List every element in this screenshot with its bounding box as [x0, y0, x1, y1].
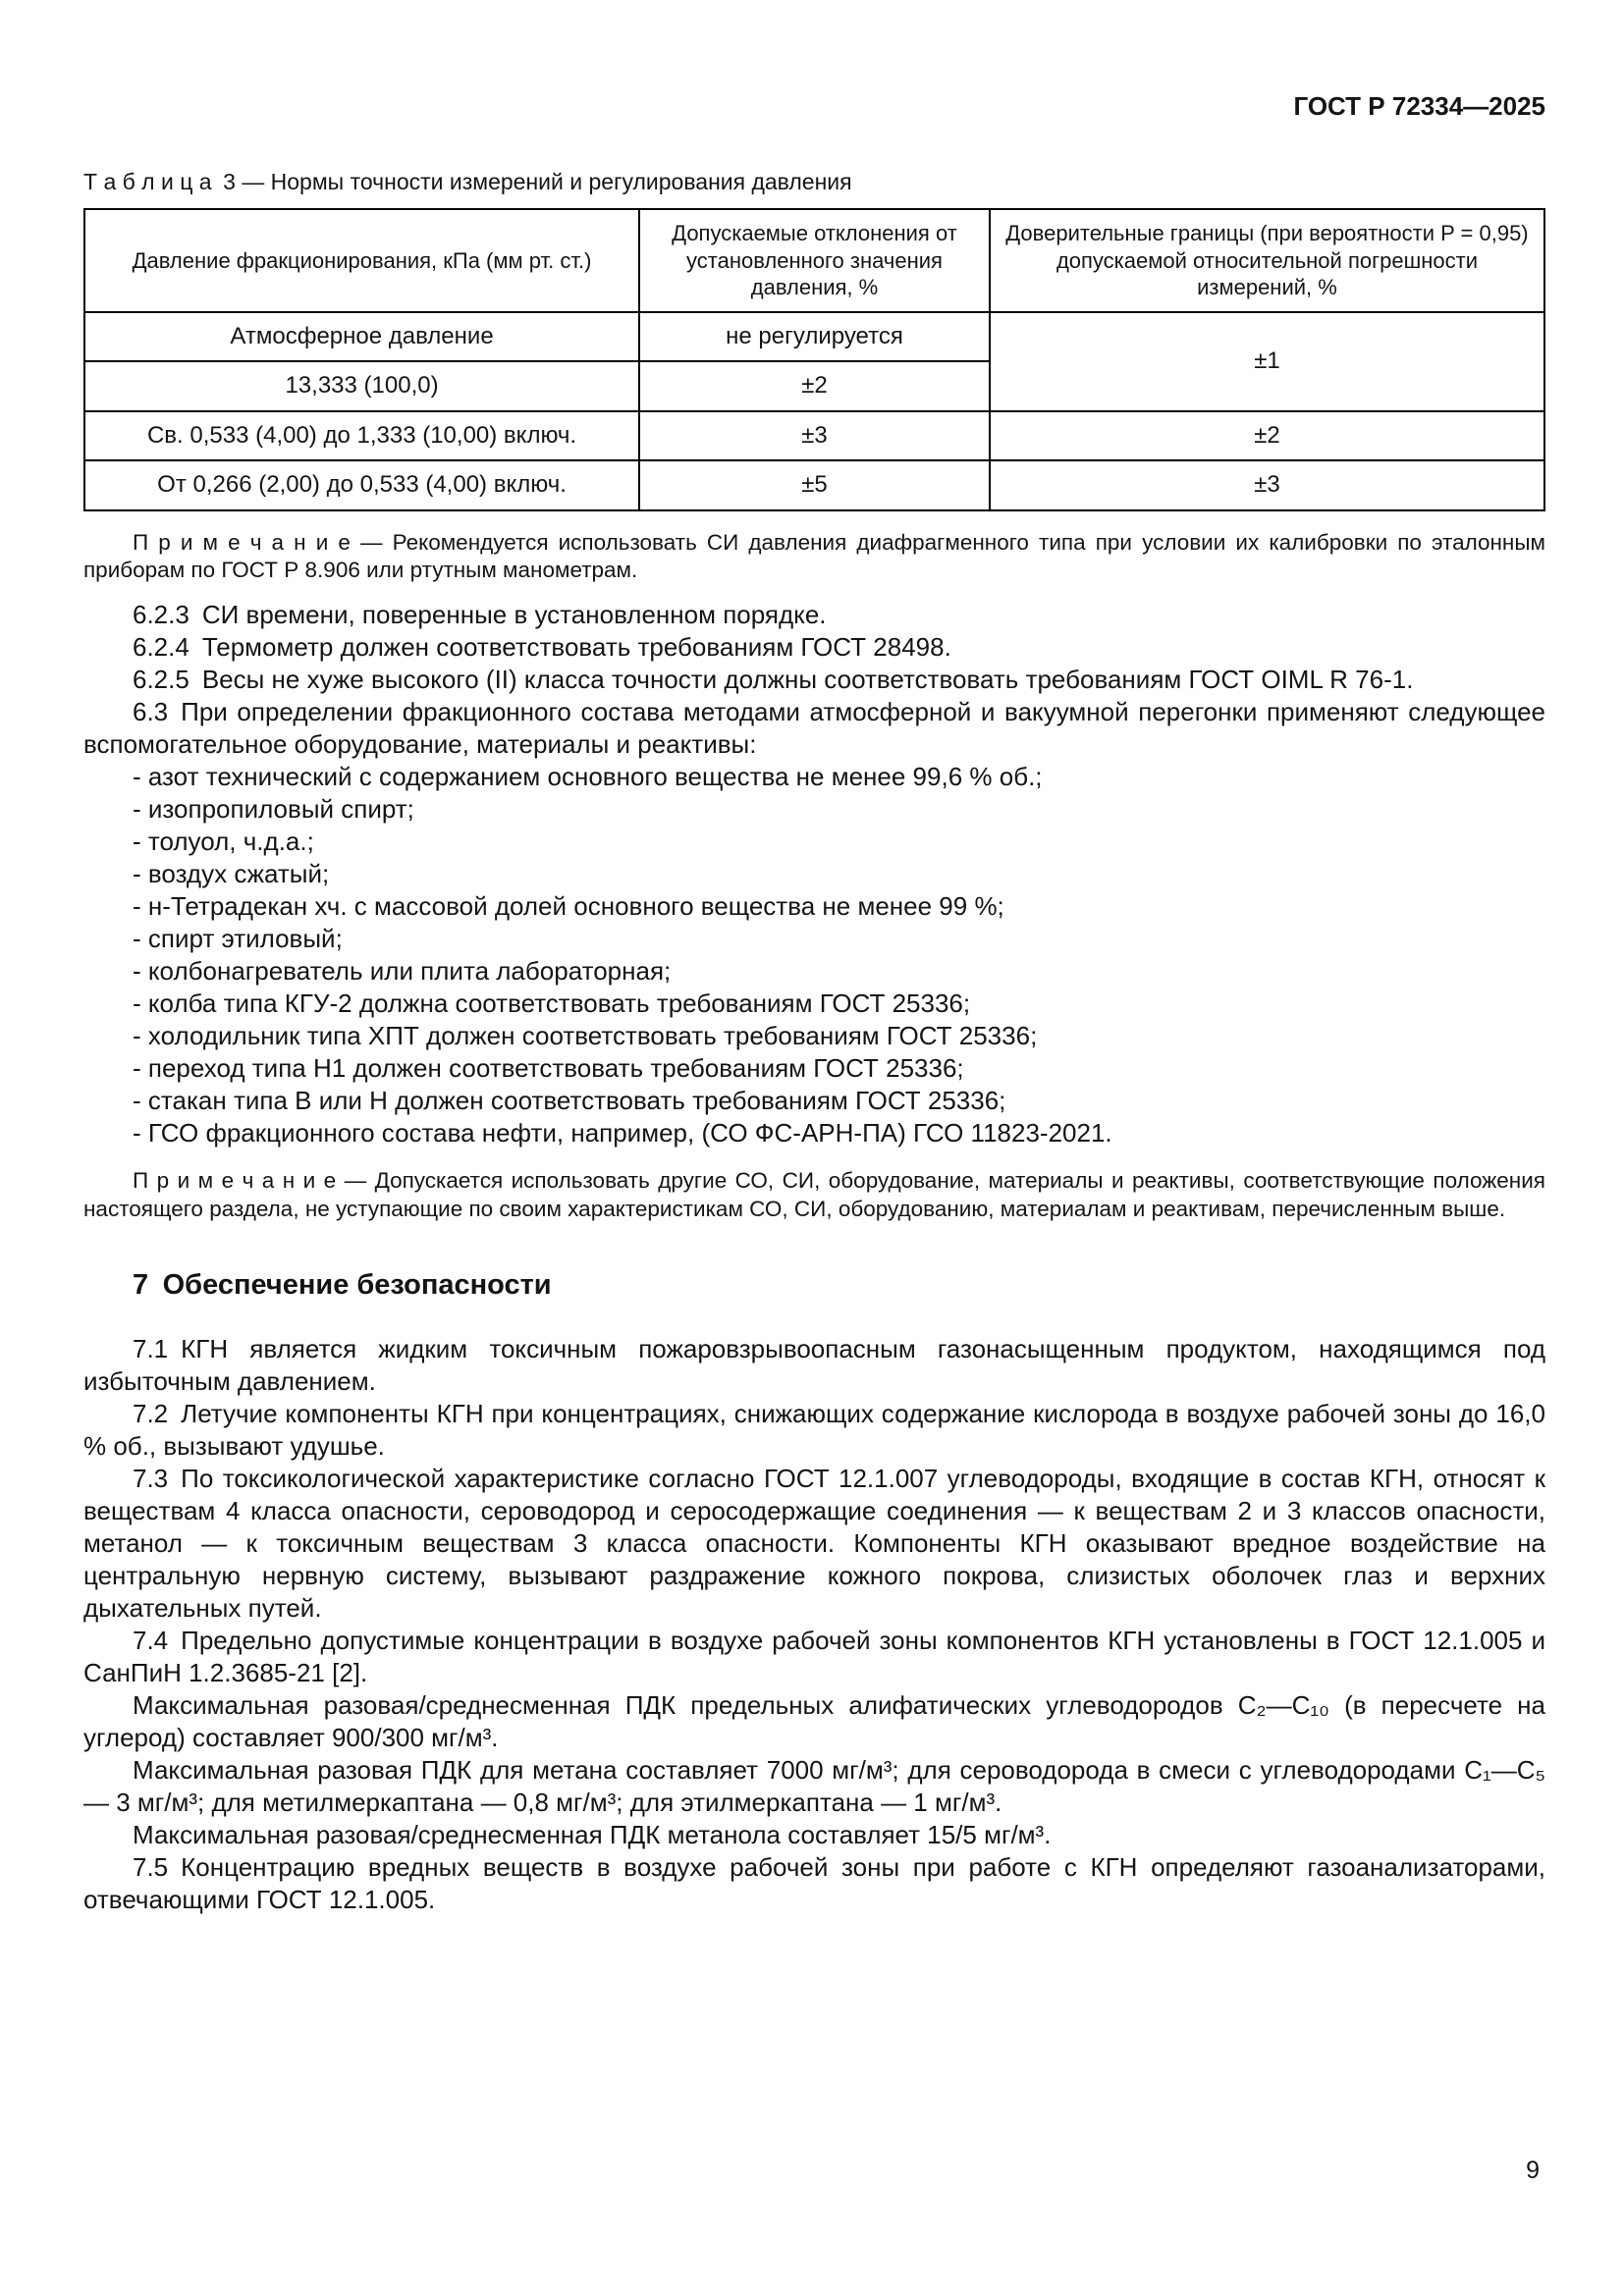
- paragraph-6-2-5: 6.2.5 Весы не хуже высокого (II) класса точности должны соответствовать требованиям ГОСТ OIML R 76-1.: [133, 665, 1414, 695]
- table-row: [84, 312, 1544, 361]
- paragraph-7-5: 7.5 Концентрацию вредных веществ в воздухе рабочей зоны при работе с КГН определяют газоанализаторами, отвечающими ГОСТ 12.1.005.: [83, 1852, 1545, 1915]
- list-item-flask: - колба типа КГУ-2 должна соответствовать требованиям ГОСТ 25336;: [133, 988, 971, 1019]
- page-number: 9: [1526, 2157, 1540, 2184]
- paragraph-7-4-pdk-methane: Максимальная разовая ПДК для метана составляет 7000 мг/м³; для сероводорода в смеси с углеводородами C₁—C₅ — 3 мг/м³; для метилмеркаптана — 0,8 мг/м³; для этилмеркаптана — 1 мг/м³.: [83, 1755, 1545, 1818]
- table-cell-deviation: ±2: [639, 361, 990, 410]
- table3-caption: Т а б л и ц а 3 — Нормы точности измерений и регулирования давления: [83, 169, 852, 195]
- table-header-row: [84, 209, 1544, 312]
- list-item-nitrogen: - азот технический с содержанием основного вещества не менее 99,6 % об.;: [133, 762, 1043, 792]
- list-item-compressed-air: - воздух сжатый;: [133, 859, 330, 889]
- table-cell-confidence: ±3: [990, 460, 1544, 509]
- paragraph-6-3: 6.3 При определении фракционного состава методами атмосферной и вакуумной перегонки применяют следующее вспомогательное оборудование, материалы и реактивы:: [83, 697, 1545, 760]
- standard-number-header: ГОСТ Р 72334—2025: [1293, 91, 1545, 121]
- table-row: [84, 411, 1544, 460]
- note-after-table3: П р и м е ч а н и е — Рекомендуется использовать СИ давления диафрагменного типа при условии их калибровки по эталонным приборам по ГОСТ Р 8.906 или ртутным манометрам.: [83, 529, 1545, 583]
- paragraph-7-4: 7.4 Предельно допустимые концентрации в воздухе рабочей зоны компонентов КГН установлены в ГОСТ 12.1.005 и СанПиН 1.2.3685-21 [2].: [83, 1626, 1545, 1688]
- table-cell-deviation: ±5: [639, 460, 990, 509]
- table-cell-confidence: ±2: [990, 411, 1544, 460]
- table-cell-pressure: От 0,266 (2,00) до 0,533 (4,00) включ.: [84, 460, 639, 509]
- list-item-isopropyl: - изопропиловый спирт;: [133, 794, 414, 825]
- col-header-confidence-limits: Доверительные границы (при вероятности P = 0,95) допускаемой относительной погрешности измерений, %: [990, 209, 1544, 312]
- list-item-tetradecane: - н-Тетрадекан хч. с массовой долей основного вещества не менее 99 %;: [133, 891, 1004, 922]
- paragraph-7-3: 7.3 По токсикологической характеристике согласно ГОСТ 12.1.007 углеводороды, входящие в состав КГН, относят к веществам 4 класса опасности, сероводород и серосодержащие соединения — к веществам 2 и 3 классов опасности, метанол — к токсичным веществам 3 класса опасности. Компоненты КГН оказывают вредное воздействие на центральную нервную систему, вызывают раздражение кожного покрова, слизистых оболочек глаз и верхних дыхательных путей.: [83, 1463, 1545, 1623]
- list-item-beaker: - стакан типа В или Н должен соответствовать требованиям ГОСТ 25336;: [133, 1086, 1006, 1116]
- table-row: [84, 460, 1544, 509]
- note-section6: П р и м е ч а н и е — Допускается использовать другие СО, СИ, оборудование, материалы и реактивы, соответствующие положения настоящего раздела, не уступающие по своим характеристикам СО, СИ, оборудованию, материалам и реактивам, перечисленным выше.: [83, 1168, 1545, 1222]
- table-cell-pressure: 13,333 (100,0): [84, 361, 639, 410]
- pressure-accuracy-table: [83, 208, 1545, 510]
- col-header-allowed-deviation: Допускаемые отклонения от установленного значения давления, %: [639, 209, 990, 312]
- col-header-fractionation-pressure: Давление фракционирования, кПа (мм рт. ст.): [84, 209, 639, 312]
- paragraph-7-1: 7.1 КГН является жидким токсичным пожаровзрывоопасным газонасыщенным продуктом, находящимся под избыточным давлением.: [83, 1333, 1545, 1396]
- section-7-heading: 7 Обеспечение безопасности: [133, 1269, 552, 1302]
- table-cell-pressure: Атмосферное давление: [84, 312, 639, 361]
- list-item-condenser: - холодильник типа ХПТ должен соответствовать требованиям ГОСТ 25336;: [133, 1021, 1038, 1051]
- list-item-heater: - колбонагреватель или плита лабораторная;: [133, 956, 672, 987]
- list-item-toluene: - толуол, ч.д.а.;: [133, 827, 314, 857]
- table-cell-confidence-merged: ±1: [990, 312, 1544, 411]
- paragraph-6-2-4: 6.2.4 Термометр должен соответствовать требованиям ГОСТ 28498.: [133, 632, 951, 663]
- list-item-gso: - ГСО фракционного состава нефти, например, (СО ФС-АРН-ПА) ГСО 11823-2021.: [133, 1118, 1112, 1148]
- paragraph-7-2: 7.2 Летучие компоненты КГН при концентрациях, снижающих содержание кислорода в воздухе рабочей зоны до 16,0 % об., вызывают удушье.: [83, 1398, 1545, 1461]
- paragraph-7-4-pdk-hydrocarbons: Максимальная разовая/среднесменная ПДК предельных алифатических углеводородов C₂—C₁₀ (в пересчете на углерод) составляет 900/300 мг/м³.: [83, 1690, 1545, 1753]
- list-item-ethanol: - спирт этиловый;: [133, 924, 343, 954]
- table-cell-pressure: Св. 0,533 (4,00) до 1,333 (10,00) включ.: [84, 411, 639, 460]
- paragraph-6-2-3: 6.2.3 СИ времени, поверенные в установленном порядке.: [133, 600, 827, 630]
- table-cell-deviation: не регулируется: [639, 312, 990, 361]
- list-item-adapter: - переход типа Н1 должен соответствовать требованиям ГОСТ 25336;: [133, 1053, 964, 1084]
- table-cell-deviation: ±3: [639, 411, 990, 460]
- paragraph-7-4-pdk-methanol: Максимальная разовая/среднесменная ПДК метанола составляет 15/5 мг/м³.: [133, 1820, 1052, 1850]
